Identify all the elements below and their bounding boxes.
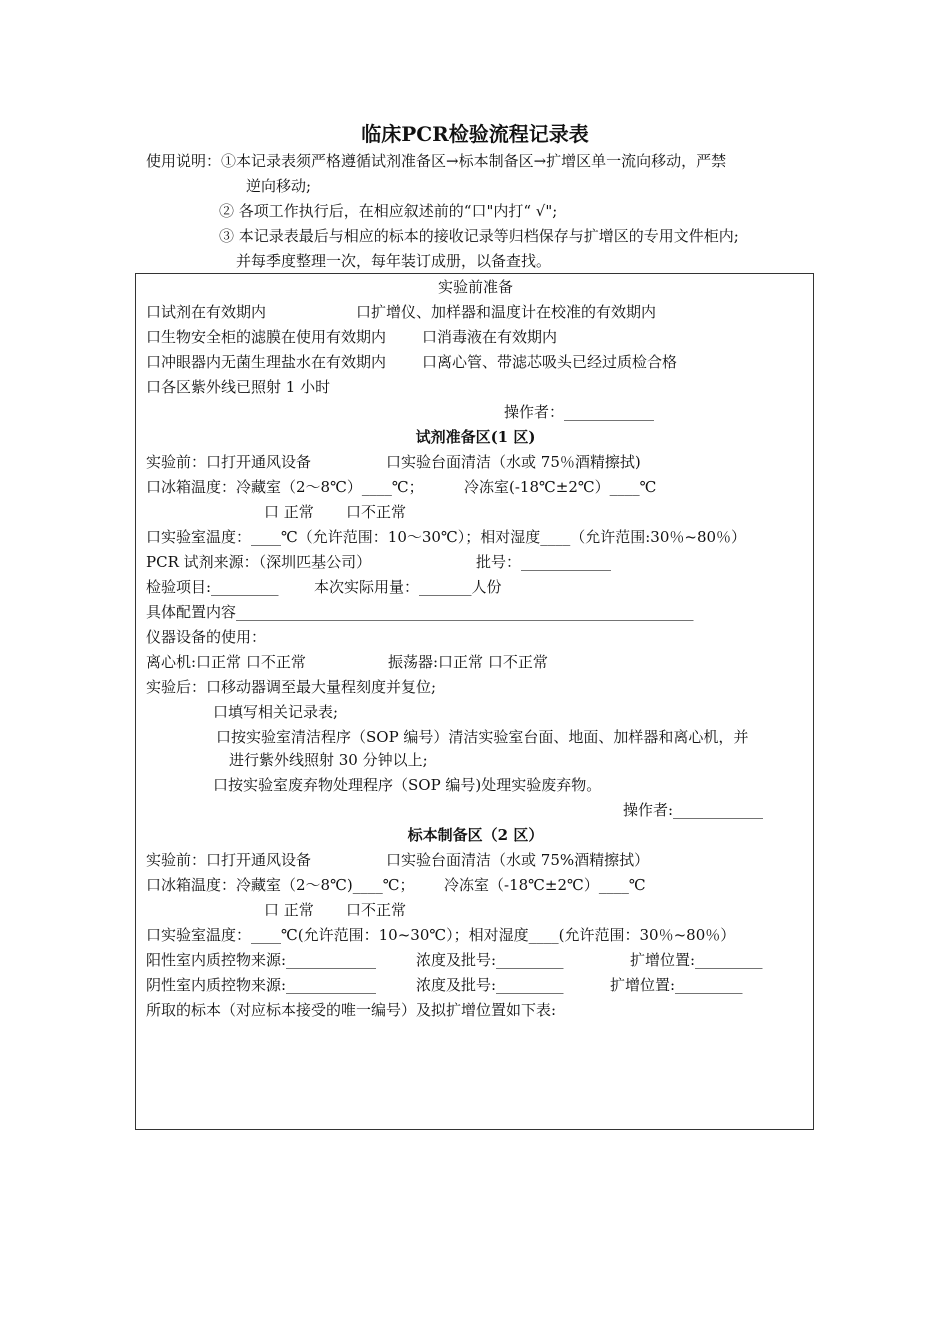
zone2-positive-qc-source[interactable]: 阳性室内质控物来源:____________ [146,951,377,969]
zone1-centrifuge-status[interactable]: 离心机:口正常 口不正常 [146,653,306,671]
zone1-freezer-temp[interactable]: 冷冻室(-18℃±2℃）____℃ [464,478,657,496]
zone2-negative-qc-location[interactable]: 扩增位置:_________ [610,976,743,994]
zone2-positive-qc-location[interactable]: 扩增位置:_________ [630,951,763,969]
page-title: 临床PCR检验流程记录表 [361,122,589,146]
check-disinfectant[interactable]: 口消毒液在有效期内 [422,328,558,346]
zone1-config-field[interactable]: 具体配置内容_____________________________________________________________ [146,603,694,621]
zone1-equipment-label: 仪器设备的使用： [146,628,267,646]
section-heading-zone1: 试剂准备区(1 区) [415,428,536,446]
zone1-check-pipette-reset[interactable]: 实验后：口移动器调至最大量程刻度并复位; [146,678,437,696]
zone1-check-ventilation[interactable]: 实验前：口打开通风设备 [146,453,312,471]
instructions-line-3-cont: 并每季度整理一次，每年装订成册，以备查找。 [236,252,552,270]
check-uv-irradiation[interactable]: 口各区紫外线已照射 1 小时 [146,378,331,396]
prep-operator-field[interactable]: 操作者：____________ [504,403,655,421]
zone2-positive-qc-batch[interactable]: 浓度及批号:_________ [416,951,564,969]
zone2-freezer-temp[interactable]: 冷冻室（-18℃±2℃）____℃ [444,876,646,894]
zone2-room-temp-humidity[interactable]: 口实验室温度：____℃(允许范围：10~30℃）；相对湿度____(允许范围：30％~80％） [146,926,736,944]
zone1-check-abnormal[interactable]: 口不正常 [346,503,407,521]
instructions-line-1-cont: 逆向移动; [246,177,312,195]
zone2-negative-qc-source[interactable]: 阴性室内质控物来源:____________ [146,976,377,994]
zone2-check-ventilation[interactable]: 实验前：口打开通风设备 [146,851,312,869]
zone1-check-clean-sop[interactable]: 口按实验室清洁程序（SOP 编号）清洁实验室台面、地面、加样器和离心机，并 [216,728,749,746]
zone2-check-abnormal[interactable]: 口不正常 [346,901,407,919]
check-tubes-tips[interactable]: 口离心管、带滤芯吸头已经过质检合格 [422,353,678,371]
zone1-check-bench-clean[interactable]: 口实验台面清洁（水或 75％酒精擦拭) [386,453,641,471]
check-biosafety-filter[interactable]: 口生物安全柜的滤膜在使用有效期内 [146,328,387,346]
zone2-check-normal[interactable]: 口 正常 [264,901,314,919]
zone1-operator-field[interactable]: 操作者:____________ [623,801,764,819]
zone1-room-temp-humidity[interactable]: 口实验室温度：____℃（允许范围：10～30℃）；相对湿度____（允许范围:30％~80％） [146,528,747,546]
zone1-batch-field[interactable]: 批号：____________ [476,553,612,571]
instructions-line-2: ② 各项工作执行后，在相应叙述前的“口"内打“ √"; [219,202,558,220]
zone1-shaker-status[interactable]: 振荡器:口正常 口不正常 [388,653,548,671]
instructions-line-3: ③ 本记录表最后与相应的标本的接收记录等归档保存与扩增区的专用文件柜内; [219,227,739,245]
check-reagent-valid[interactable]: 口试剂在有效期内 [146,303,267,321]
zone1-check-fill-records[interactable]: 口填写相关记录表; [213,703,339,721]
section-heading-prep: 实验前准备 [437,278,513,296]
zone2-check-bench-clean[interactable]: 口实验台面清洁（水或 75%酒精擦拭） [386,851,650,869]
zone1-check-normal[interactable]: 口 正常 [264,503,314,521]
zone2-negative-qc-batch[interactable]: 浓度及批号:_________ [416,976,564,994]
zone1-fridge-temp[interactable]: 口冰箱温度：冷藏室（2～8℃）____℃； [146,478,424,496]
zone1-test-item-field[interactable]: 检验项目:_________ [146,578,279,596]
zone1-reagent-source: PCR 试剂来源：（深圳匹基公司） [146,553,372,571]
instructions-line-1: 使用说明：①本记录表须严格遵循试剂准备区→标本制备区→扩增区单一流向移动，严禁 [146,152,727,170]
check-eyewash-saline[interactable]: 口冲眼器内无菌生理盐水在有效期内 [146,353,387,371]
zone1-check-waste-sop[interactable]: 口按实验室废弃物处理程序（SOP 编号)处理实验废弃物。 [213,776,602,794]
zone1-usage-field[interactable]: 本次实际用量：_______人份 [314,578,502,596]
zone2-samples-label: 所取的标本（对应标本接受的唯一编号）及拟扩增位置如下表: [146,1001,557,1019]
section-heading-zone2: 标本制备区（2 区） [407,826,544,844]
zone1-clean-sop-cont: 进行紫外线照射 30 分钟以上; [229,751,428,769]
zone2-fridge-temp[interactable]: 口冰箱温度：冷藏室（2～8℃)____℃； [146,876,415,894]
check-instrument-calibrated[interactable]: 口扩增仪、加样器和温度计在校准的有效期内 [356,303,657,321]
record-form [135,273,814,1130]
